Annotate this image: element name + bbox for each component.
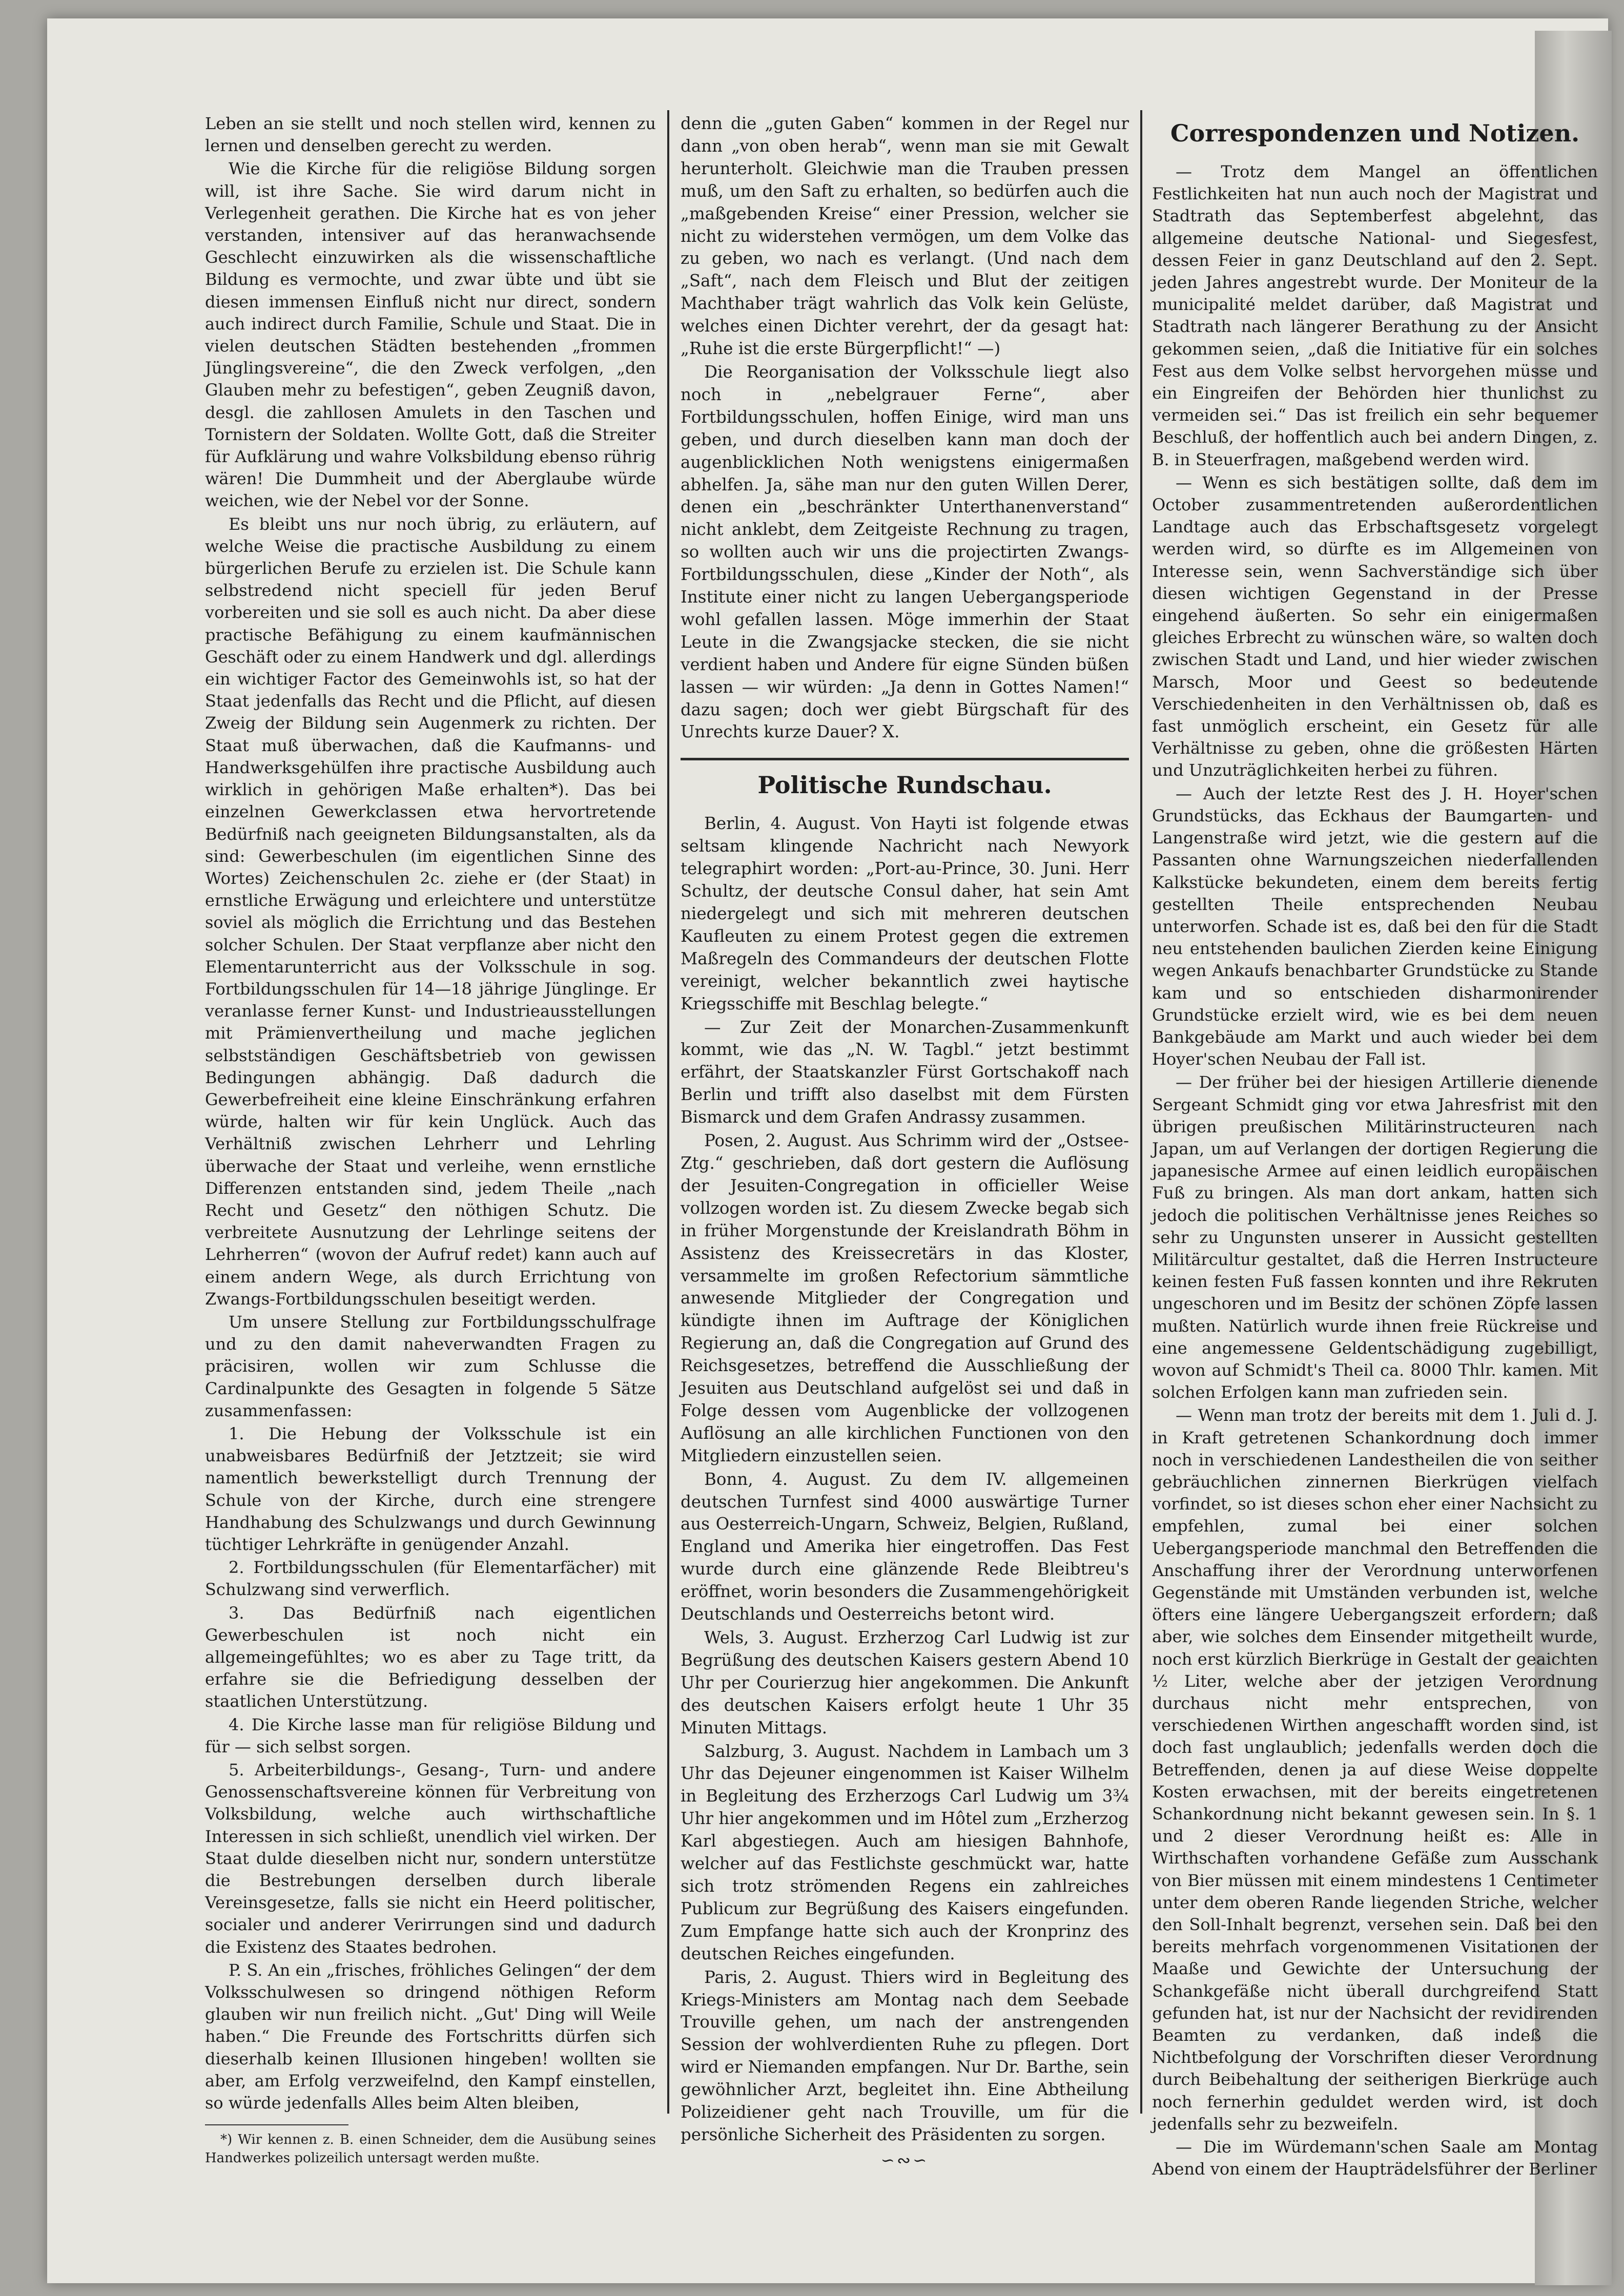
summary-point-2: 2. Fortbildungsschulen (für Elementarfächer) mit Schulzwang sind verwerflich. [205, 1558, 656, 1600]
section-rule [681, 758, 1129, 760]
section-heading-politics: Politische Rundschau. [757, 771, 1052, 799]
notice-item: — Wenn man trotz der bereits mit dem 1. Juli d. J. in Kraft getretenen Schankordnung doch immer noch in verschiedenen Landestheilen die von seither gebräuchlichen zinnernen Bierkrügen vielfach vorfindet, so ist dieses schon eher einer Nachsicht zu empfehlen, zumal bei einer solchen Uebergangsperiode manchmal den Betreffenden die Anschaffung ihrer der Verordnung unterworfenen Gegenstände mit Umständen verbunden ist, welche öfters eine längere Uebergangszeit erfordern; daß aber, wie solches dem Einsender mitgetheilt wurde, noch erst kürzlich Bierkrüge in Gestalt der geaichten ½ Liter, welche aber der jetzigen Verordnung durchaus nicht mehr entsprechen, von verschiedenen Wirthen angeschafft worden sind, ist doch fast unglaublich; jedenfalls werden doch die Betreffenden, denen ja auf diese Weise doppelte Kosten erwachsen, mit der bereits eingetretenen Schankordnung nicht bekannt gewesen sein. In §. 1 und 2 dieser Verordnung heißt es: Alle in Wirthschaften vorhandene Gefäße zum Ausschank von Bier müssen mit einem mindestens 1 Centimeter unter dem oberen Rande liegenden Striche, welcher den Soll-Inhalt begrenzt, versehen sein. Daß bei den bereits mehrfach vorgenommenen Visitationen der Maaße und Gewichte der Untersuchung der Schankgefäße nicht überall durchgreifend Statt gefunden hat, ist nur der Nachsicht der revidirenden Beamten zu verdanken, daß indeß die Nichtbefolgung der Vorschriften dieser Verordnung durch Beibehaltung der seitherigen Bierkrüge auch noch fernerhin geduldet werden wird, ist doch jedenfalls sehr zu bezweifeln. [1152, 1405, 1598, 2134]
notice-item: — Der früher bei der hiesigen Artillerie dienende Sergeant Schmidt ging vor etwa Jahresfrist mit den übrigen preußischen Militärinstructeuren nach Japan, um auf Verlangen der dortigen Regierung die japanesische Armee auf einen leidlich europäischen Fuß zu bringen. Als man dort ankam, hatten sich jedoch die politischen Verhältnisse jenes Reiches so sehr zu Ungunsten unserer in Aussicht gestellten Militärcultur gestaltet, daß die Herren Instructeure keinen festen Fuß fassen konnten und ihre Rekruten ungeschoren und im Besitz der schönen Zöpfe lassen mußten. Natürlich wurde ihnen freie Rückreise und eine angemessene Geldentschädigung zugebilligt, wovon auf Schmidt's Theil ca. 8000 Thlr. kamen. Mit solchen Erfolgen kann man zufrieden sein. [1152, 1072, 1598, 1402]
news-item-berlin: Berlin, 4. August. Von Hayti ist folgende etwas seltsam klingende Nachricht nach Newyork telegraphirt worden: „Port-au-Prince, 30. Juni. Herr Schultz, der deutsche Consul daher, hat sein Amt niedergelegt und sich mit mehreren deutschen Kaufleuten zu einem Protest gegen die extremen Maßregeln des Commandeurs der deutschen Flotte vereinigt, welcher bekanntlich zwei haytische Kriegsschiffe mit Beschlag belegte.“ [681, 814, 1129, 1013]
summary-point-4: 4. Die Kirche lasse man für religiöse Bildung und für — sich selbst sorgen. [205, 1714, 656, 1756]
news-item-wels: Wels, 3. August. Erzherzog Carl Ludwig ist zur Begrüßung des deutschen Kaisers gestern Abend 10 Uhr per Courierzug hier angekommen. Die Ankunft des deutschen Kaisers erfolgt heute 1 Uhr 35 Minuten Mittags. [681, 1628, 1129, 1737]
news-item-paris: Paris, 2. August. Thiers wird in Begleitung des Kriegs-Ministers am Montag nach dem Seebade Trouville gehen, um nach der anstrengenden Session der wohlverdienten Ruhe zu pflegen. Dort wird er Niemanden empfangen. Nur Dr. Barthe, sein gewöhnlicher Arzt, begleitet ihn. Eine Abtheilung Polizeidiener geht nach Trouville, um für die persönliche Sicherheit des Präsidenten zu sorgen. [681, 1967, 1129, 2144]
notice-item: — Auch der letzte Rest des J. H. Hoyer'schen Grundstücks, das Eckhaus der Baumgarten- und Langenstraße wird jetzt, wie die gestern auf die Passanten ohne Warnungszeichen niederfallenden Kalkstücke bekundeten, einem dem bereits fertig gestellten Theile entsprechenden Neubau unterworfen. Schade ist es, daß bei den für die Stadt neu entstehenden baulichen Zierden keine Einigung wegen Ankaufs benachbarter Grundstücke zu Stande kam und so entschieden disharmonirender Grundstücke erzielt wird, wie es bei dem neuen Bankgebäude am Markt und auch wieder bei dem Hoyer'schen Neubau der Fall ist. [1152, 783, 1598, 1069]
footnote: *) Wir kennen z. B. einen Schneider, dem die Ausübung seines Handwerkes polizeilich untersagt werden mußte. [205, 2132, 656, 2166]
news-item-posen: Posen, 2. August. Aus Schrimm wird der „Ostsee-Ztg.“ geschrieben, daß dort gestern die Auflösung der Jesuiten-Congregation in officieller Weise vollzogen worden ist. Zu diesem Zwecke begab sich in früher Morgenstunde der Kreislandrath Böhm in Assistenz des Kreissecretärs in das Kloster, versammelte im großen Refectorium sämmtliche anwesende Mitglieder der Congregation und kündigte ihnen im Auftrage der Königlichen Regierung an, daß die Congregation auf Grund des Reichsgesetzes, betreffend die Ausschließung der Jesuiten aus Deutschland aufgelöst sei und daß in Folge dessen vom Augenblicke der vollzogenen Auflösung an alle kirchlichen Functionen von den Mitgliedern einzustellen seien. [681, 1131, 1129, 1465]
paragraph: Die Reorganisation der Volksschule liegt also noch in „nebelgrauer Ferne“, aber Fortbildungsschulen, hoffen Einige, wird man uns geben, und durch dieselben kann man doch der augenblicklichen Noth wenigstens einigermaßen abhelfen. Ja, sähe man nur den guten Willen Derer, denen ein „beschränkter Unterthanenverstand“ nicht anklebt, dem Zeitgeiste Rechnung zu tragen, so wollten auch wir uns die projectirten Zwangs-Fortbildungsschulen, diese „Kinder der Noth“, als Institute einer nicht zu langen Uebergangsperiode wohl gefallen lassen. Möge immerhin der Staat Leute in die Zwangsjacke stecken, die sie nicht verdient haben und Andere für eigne Sünden büßen lassen — wir würden: „Ja denn in Gottes Namen!“ dazu sagen; doch wer giebt Bürgschaft für des Unrechts kurze Dauer? X. [681, 362, 1129, 742]
paragraph: Leben an sie stellt und noch stellen wird, kennen zu lernen und denselben gerecht zu werden. [205, 114, 656, 156]
end-ornament: ∽∾∽ [880, 2150, 929, 2170]
column-3 [1152, 113, 1598, 2181]
news-item-monarchs: — Zur Zeit der Monarchen-Zusammenkunft kommt, wie das „N. W. Tagbl.“ jetzt bestimmt erfährt, der Staatskanzler Fürst Gortschakoff nach Berlin und trifft also daselbst mit dem Fürsten Bismarck und dem Grafen Andrassy zusammen. [681, 1017, 1129, 1127]
section-heading-correspondence: Correspondenzen und Notizen. [1170, 119, 1580, 147]
column-rule-right [1140, 110, 1142, 2114]
footnote-rule [205, 2124, 348, 2125]
paragraph: Es bleibt uns nur noch übrig, zu erläutern, auf welche Weise die practische Ausbildung zu einem bürgerlichen Berufe zu erzielen ist. Die Schule kann selbstredend nicht speciell für jeden Beruf vorbereiten und sie soll es auch nicht. Da aber diese practische Befähigung zu einem kaufmännischen Geschäft oder zu einem Handwerk und dgl. allerdings ein wichtiger Factor des Gemeinwohls ist, so hat der Staat jedenfalls das Recht und die Pflicht, auf diesen Zweig der Bildung sein Augenmerk zu richten. Der Staat muß überwachen, daß die Kaufmanns- und Handwerksgehülfen ihre practische Ausbildung auch wirklich in gehörigen Maße erhalten*). Das bei einzelnen Gewerkclassen etwa hervortretende Bedürfniß nach geeigneten Bildungsanstalten, als da sind: Gewerbeschulen (im eigentlichen Sinne des Wortes) Zeichenschulen 2c. ziehe er (der Staat) in ernstliche Erwägung und erleichtere und unterstütze soviel als möglich die Errichtung und das Bestehen solcher Schulen. Der Staat verpflanze aber nicht den Elementarunterricht aus der Volksschule in sog. Fortbildungsschulen für 14—18 jährige Jünglinge. Er veranlasse ferner Kunst- und Industrieausstellungen mit Prämienvertheilung und mache jeglichen selbstständigen Geschäftsbetrieb von gewissen Bedingungen abhängig. Daß dadurch die Gewerbefreiheit eine kleine Einschränkung erfahren würde, halten wir für kein Unglück. Auch das Verhältniß zwischen Lehrherr und Lehrling überwache der Staat und verleihe, wenn ernstliche Differenzen entstanden sind, jedem Theile „nach Recht und Gesetz“ den nöthigen Schutz. Die verbreitete Ausnutzung der Lehrlinge seitens der Lehrherren“ (wovon der Aufruf redet) kann auch auf einem andern Wege, als durch Errichtung von Zwangs-Fortbildungsschulen beseitigt werden. [205, 514, 656, 1309]
paragraph: Um unsere Stellung zur Fortbildungsschulfrage und zu den damit naheverwandten Fragen zu präcisiren, wollen wir zum Schlusse die Cardinalpunkte des Gesagten in folgende 5 Sätze zusammenfassen: [205, 1312, 656, 1420]
news-item-salzburg: Salzburg, 3. August. Nachdem in Lambach um 3 Uhr das Dejeuner eingenommen ist Kaiser Wilhelm in Begleitung des Erzherzogs Carl Ludwig um 3¾ Uhr hier angekommen und im Hôtel zum „Erzherzog Karl abgestiegen. Auch am hiesigen Bahnhofe, welcher auf das Festlichste geschmückt war, hatte sich trotz strömenden Regens ein zahlreiches Publicum zur Begrüßung des Kaisers eingefunden. Zum Empfange hatte sich auch der Kronprinz des deutschen Reiches eingefunden. [681, 1741, 1129, 1963]
column-2 [681, 113, 1129, 2172]
summary-point-5: 5. Arbeiterbildungs-, Gesang-, Turn- und andere Genossenschaftsvereine können für Verbreitung von Volksbildung, welche auch wirthschaftliche Interessen in sich schließt, unendlich viel wirken. Der Staat dulde dieselben nicht nur, sondern unterstütze die Bestrebungen derselben durch liberale Vereinsgesetze, falls sie nicht ein Heerd politischer, socialer und anderer Verirrungen sind und dadurch die Existenz des Staates bedrohen. [205, 1760, 656, 1957]
notice-item: — Wenn es sich bestätigen sollte, daß dem im October zusammentretenden außerordentlichen Landtage auch das Erbschaftsgesetz vorgelegt werden wird, so dürfte es im Allgemeinen von Interesse sein, wenn Sachverständige sich über diesen wichtigen Gegenstand in der Presse eingehend äußerten. So sehr ein einigermaßen gleiches Erbrecht zu wünschen wäre, so walten doch zwischen Stadt und Land, und hier wieder zwischen Marsch, Moor und Geest so bedeutende Verschiedenheiten in den Verhältnissen ob, daß es fast unmöglich erscheint, ein Gesetz für alle Verhältnisse zu geben, ohne die größesten Härten und Unzuträglichkeiten herbei zu führen. [1152, 472, 1598, 780]
notice-item: — Trotz dem Mangel an öffentlichen Festlichkeiten hat nun auch noch der Magistrat und Stadtrath das Septemberfest abgelehnt, das allgemeine deutsche National- und Siegesfest, dessen Feier in ganz Deutschland auf den 2. Sept. jeden Jahres angestrebt wurde. Der Moniteur de la municipalité meldet darüber, daß Magistrat und Stadtrath nach längerer Berathung zu der Ansicht gekommen seien, „daß die Initiative für ein solches Fest aus dem Volke selbst hervorgehen müsse und ein Eingreifen der Behörden hier thunlichst zu vermeiden sei.“ Das ist freilich ein sehr bequemer Beschluß, der hoffentlich auch bei andern Dingen, z. B. in Steuerfragen, maßgebend werden wird. [1152, 162, 1598, 469]
notice-item: — Die im Würdemann'schen Saale am Montag Abend von einem der Haupträdelsführer der Berliner [1152, 2137, 1598, 2179]
paragraph: Wie die Kirche für die religiöse Bildung sorgen will, ist ihre Sache. Sie wird darum nicht in Verlegenheit gerathen. Die Kirche hat es von jeher verstanden, intensiver auf das heranwachsende Geschlecht einzuwirken als die wissenschaftliche Bildung es vermochte, und zwar übte und übt sie diesen immensen Einfluß nicht nur direct, sondern auch indirect durch Familie, Schule und Staat. Die in vielen deutschen Städten bestehenden „frommen Jünglingsvereine“, die den Zweck verfolgen, „den Glauben mehr zu befestigen“, geben Zeugniß davon, desgl. die zahllosen Amulets in den Taschen und Tornistern der Soldaten. Wollte Gott, daß die Streiter für Aufklärung und wahre Volksbildung ebenso rührig wären! Die Dummheit und der Aberglaube würde weichen, wie der Nebel vor der Sonne. [205, 159, 656, 511]
summary-point-1: 1. Die Hebung der Volksschule ist ein unabweisbares Bedürfniß der Jetztzeit; sie wird namentlich bewerkstelligt durch Trennung der Schule von der Kirche, durch eine strengere Handhabung des Schulzwangs und durch Gewinnung tüchtiger Lehrkräfte in genügender Anzahl. [205, 1423, 656, 1554]
column-1 [205, 113, 656, 2168]
summary-point-3: 3. Das Bedürfniß nach eigentlichen Gewerbeschulen ist noch nicht ein allgemeingefühltes; wo es aber zu Tage tritt, da erfahre sie die Befriedigung desselben der staatlichen Unterstützung. [205, 1603, 656, 1711]
postscript: P. S. An ein „frisches, fröhliches Gelingen“ der dem Volksschulwesen so dringend nöthigen Reform glauben wir nun freilich nicht. „Gut' Ding will Weile haben.“ Die Freunde des Fortschritts dürfen sich dieserhalb keinen Illusionen hingeben! wollten sie aber, am Erfolg verzweifelnd, den Kampf einstellen, so würde jedenfalls Alles beim Alten bleiben, [205, 1960, 656, 2113]
column-rule-left [667, 110, 669, 2114]
paragraph: denn die „guten Gaben“ kommen in der Regel nur dann „von oben herab“, wenn man sie mit Gewalt herunterholt. Gleichwie man die Trauben pressen muß, um den Saft zu erhalten, so bedürfen auch die „maßgebenden Kreise“ einer Pression, welcher sie nicht zu widerstehen vermögen, um dem Volke das zu geben, wo nach es verlangt. (Und nach dem „Saft“, nach dem Fleisch und Blut der zeitigen Machthaber trägt wahrlich das Volk kein Gelüste, welches einen Dichter verehrt, der da gesagt hat: „Ruhe ist die erste Bürgerpflicht!“ —) [681, 114, 1129, 359]
news-item-bonn: Bonn, 4. August. Zu dem IV. allgemeinen deutschen Turnfest sind 4000 auswärtige Turner aus Oesterreich-Ungarn, Schweiz, Belgien, Rußland, England und Amerika hier eingetroffen. Das Fest wurde durch eine glänzende Rede Bleibtreu's eröffnet, worin besonders die Zusammengehörigkeit Deutschlands und Oesterreichs betont wird. [681, 1469, 1129, 1624]
